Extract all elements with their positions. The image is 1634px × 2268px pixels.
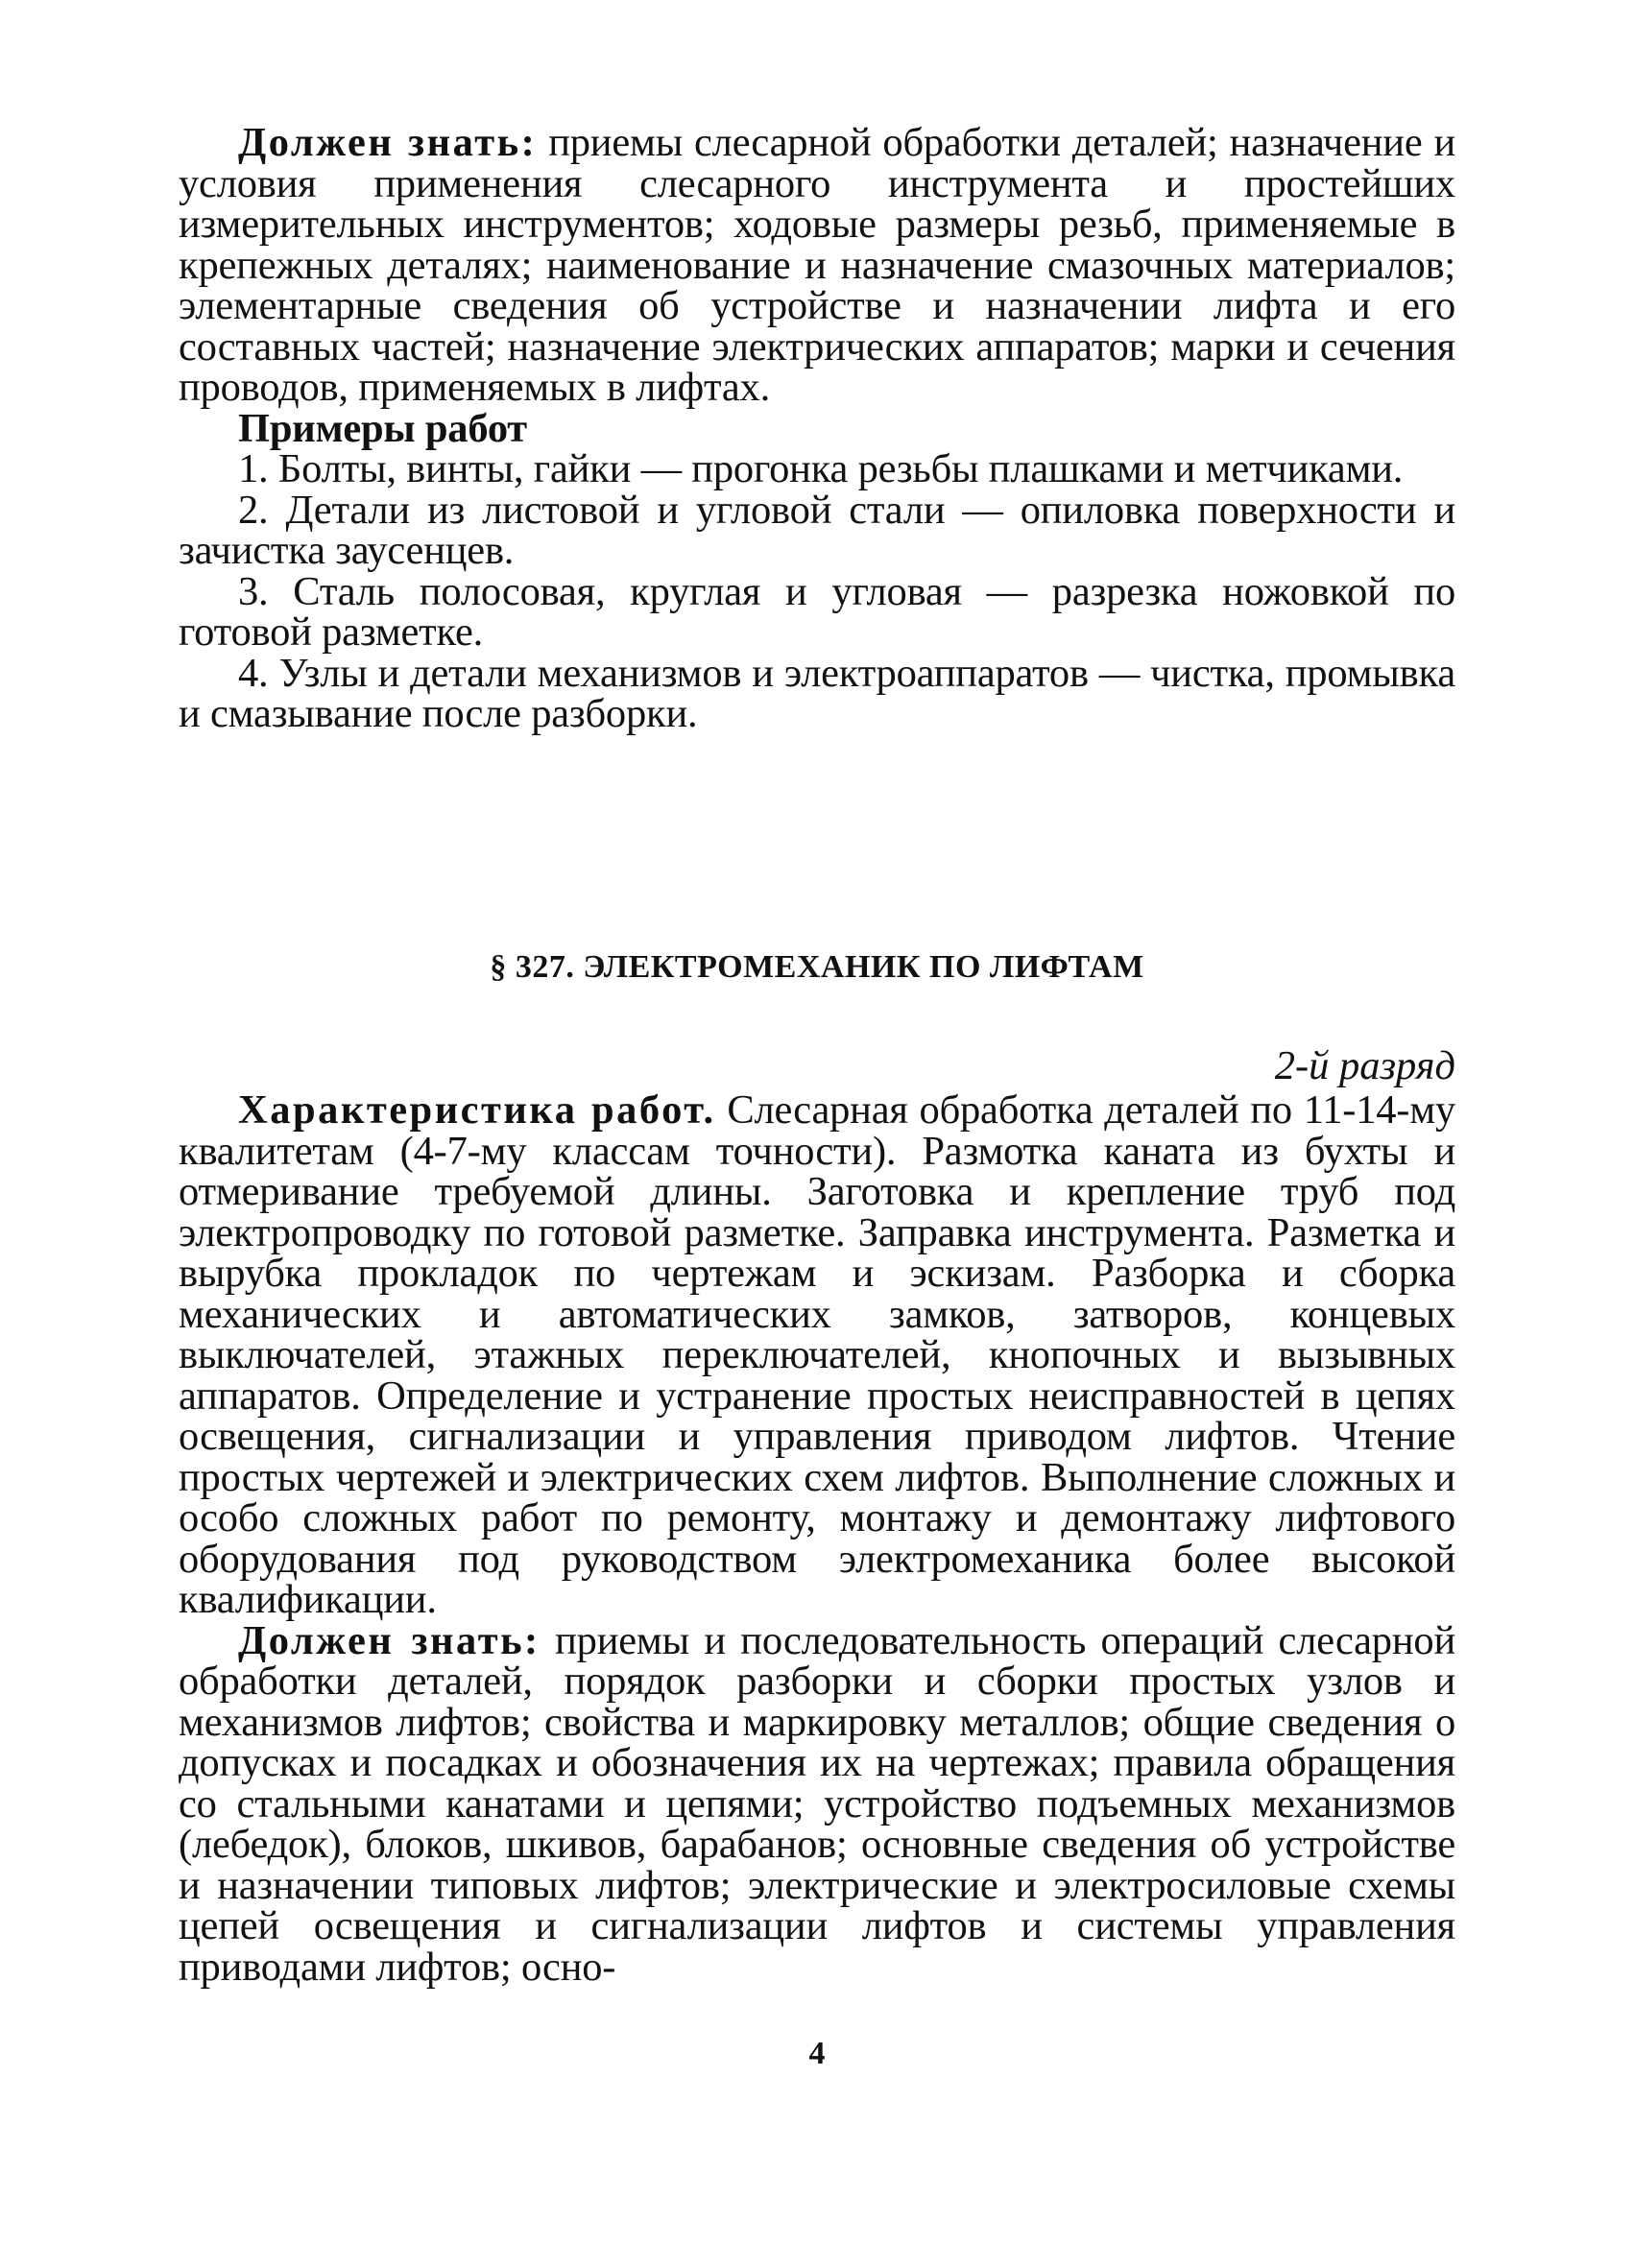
- characteristic-paragraph: [179, 1087, 1456, 1622]
- example-item: 4. Узлы и детали механизмов и электроаппаратов — чистка, промывка и смазывание после разборки.: [179, 650, 1455, 736]
- example-item: 3. Сталь полосовая, круглая и угловая — разрезка ножовкой по готовой разметке.: [179, 568, 1455, 655]
- must-know-paragraph: [179, 120, 1455, 410]
- section-title: § 327. ЭЛЕКТРОМЕХАНИК ПО ЛИФТАМ: [490, 949, 1144, 985]
- must-know-label: Должен знать:: [238, 120, 538, 165]
- job-description-block: [179, 1087, 1456, 1990]
- must-know-text-2: приемы и последовательность операций слесарной обработки деталей, порядок разборки и сборки простых узлов и механизмов лифтов; свойства и маркировку металлов; общие сведения о допусках и посадках и обозначения их на чертежах; правила обращения со стальными канатами и цепями; устройство подъемных механизмов (лебедок), блоков, шкивов, барабанов; основные сведения об устройстве и назначении типовых лифтов; электрические и электросиловые схемы цепей освещения и сигнализации лифтов и системы управления приводами лифтов; осно-: [179, 1617, 1455, 1990]
- must-know-text: приемы слесарной обработки деталей; назначение и условия применения слесарного инструмента и простейших измерительных инструментов; ходовые размеры резьб, применяемые в крепежных деталях; наименование и назначение смазочных материалов; элементарные сведения об устройстве и назначении лифта и его составных частей; назначение электрических аппаратов; марки и сечения проводов, применяемых в лифтах.: [179, 120, 1455, 410]
- grade-label: 2-й разряд: [1274, 1043, 1455, 1088]
- examples-heading-line: [179, 405, 1455, 451]
- must-know-label-2: Должен знать:: [238, 1617, 541, 1663]
- example-item: 1. Болты, винты, гайки — прогонка резьбы плашками и метчиками.: [238, 446, 1404, 491]
- page-number: 4: [808, 2036, 826, 2071]
- must-know-paragraph-2: [179, 1617, 1455, 1990]
- requirements-block: [179, 120, 1455, 736]
- characteristic-text: Слесарная обработка деталей по 11-14-му квалитетам (4-7-му классам точности). Размотка каната из бухты и отмеривание требуемой длины. Заготовка и крепление труб под электропроводку по готовой разметке. Заправка инструмента. Разметка и вырубка прокладок по чертежам и эскизам. Разборка и сборка механических и автоматических замков, затворов, концевых выключателей, этажных переключателей, кнопочных и вызывных аппаратов. Определение и устранение простых неисправностей в цепях освещения, сигнализации и управления приводом лифтов. Чтение простых чертежей и электрических схем лифтов. Выполнение сложных и особо сложных работ по ремонту, монтажу и демонтажу лифтового оборудования под руководством электромеханика более высокой квалификации.: [179, 1087, 1456, 1622]
- examples-heading: Примеры работ: [238, 405, 527, 451]
- example-item: 2. Детали из листовой и угловой стали — опиловка поверхности и зачистка заусенцев.: [179, 487, 1455, 573]
- characteristic-label: Характеристика работ.: [238, 1087, 716, 1133]
